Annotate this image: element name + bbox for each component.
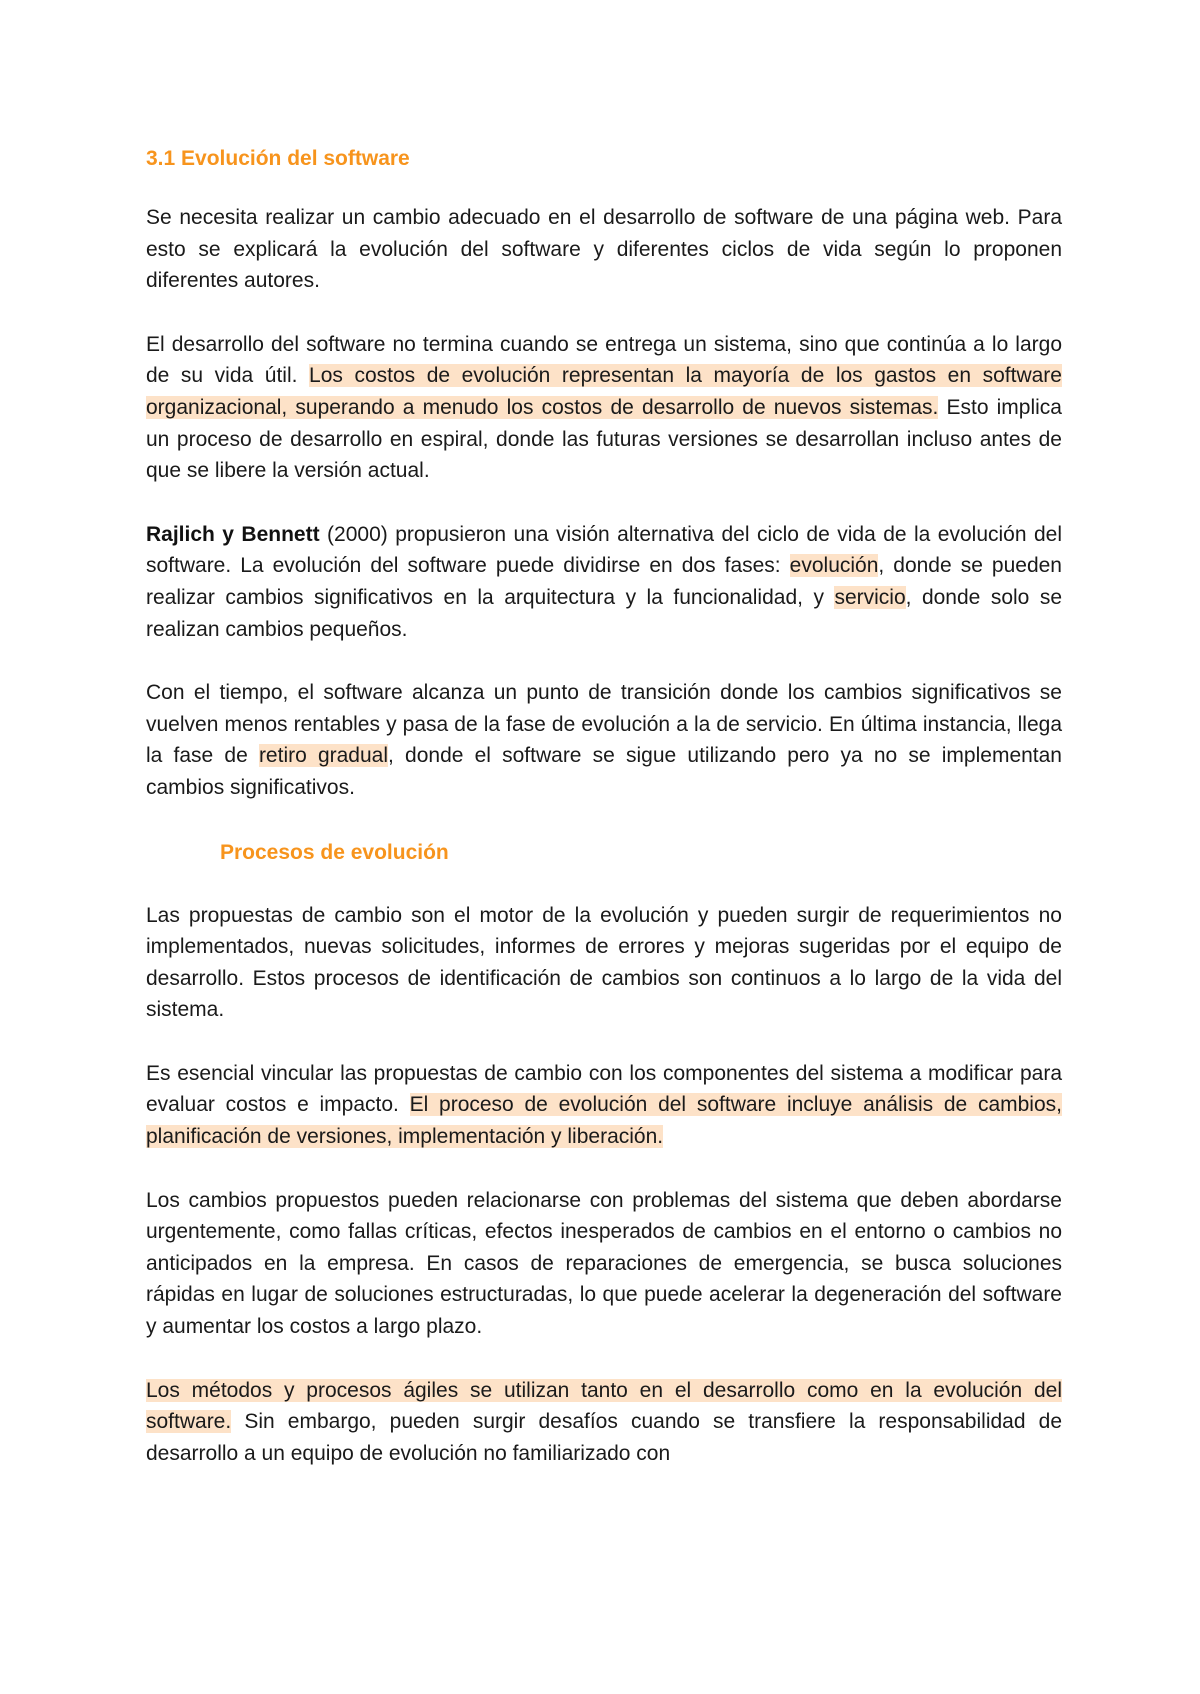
paragraph-text: Las propuestas de cambio son el motor de la evolución y pueden surgir de requerimientos no implementados, nuevas solicitudes, informes de errores y mejoras sugeridas por el equipo de desarrollo. Estos procesos de identificación de cambios son continuos a lo largo de la vida del sistema.: [146, 903, 1062, 1022]
paragraph-text: Es esencial vincular las propuestas de cambio con los componentes del sistema a modificar para evaluar costos e impacto.: [146, 1061, 1062, 1117]
paragraph-agile-methods: [146, 1375, 1062, 1470]
highlighted-text: Los métodos y procesos ágiles se utilizan tanto en el desarrollo como en la evolución del software.: [146, 1378, 1062, 1434]
highlighted-term-servicio: servicio: [834, 585, 906, 609]
highlighted-term-evolucion: evolución: [789, 554, 879, 578]
paragraph-change-proposals: [146, 900, 1062, 1026]
paragraph-intro: [146, 202, 1062, 297]
paragraph-text: El desarrollo del software no termina cuando se entrega un sistema, sino que continúa a lo largo de su vida útil.: [146, 332, 1062, 388]
author-names: Rajlich y Bennett: [146, 522, 320, 546]
paragraph-evolution-process: [146, 1058, 1062, 1153]
paragraph-urgent-changes: [146, 1185, 1062, 1343]
highlighted-text: Los costos de evolución representan la mayoría de los gastos en software organizacional, superando a menudo los costos de desarrollo de nuevos sistemas.: [146, 364, 1062, 419]
paragraph-text: , donde el software se sigue utilizando pero ya no se implementan cambios significativos.: [146, 744, 1062, 799]
paragraph-text: Se necesita realizar un cambio adecuado en el desarrollo de software de una página web. Para esto se explicará la evolución del software y diferentes ciclos de vida según lo proponen diferentes autores.: [146, 206, 1062, 293]
paragraph-text: , donde solo se realizan cambios pequeños.: [146, 585, 1062, 641]
highlighted-text: El proceso de evolución del software incluye análisis de cambios, planificación de versiones, implementación y liberación.: [146, 1093, 1062, 1149]
section-title: 3.1 Evolución del software: [146, 147, 410, 170]
subsection-title: Procesos de evolución: [220, 840, 449, 864]
paragraph-text: Los cambios propuestos pueden relacionarse con problemas del sistema que deben abordarse urgentemente, como fallas críticas, efectos inesperados de cambios en el entorno o cambios no anticipados en la empresa. En casos de reparaciones de emergencia, se busca soluciones rápidas en lugar de soluciones estructuradas, lo que puede acelerar la degeneración del software y aumentar los costos a largo plazo.: [146, 1188, 1062, 1339]
paragraph-text: , donde se pueden realizar cambios significativos en la arquitectura y la funcionalidad, y: [146, 554, 1062, 609]
paragraph-text: Sin embargo, pueden surgir desafíos cuando se transfiere la responsabilidad de desarrollo a un equipo de evolución no familiarizado con: [146, 1410, 1062, 1465]
paragraph-development: [146, 329, 1062, 487]
paragraph-text: Con el tiempo, el software alcanza un punto de transición donde los cambios significativos se vuelven menos rentables y pasa de la fase de evolución a la de servicio. En última instancia, llega la fase de: [146, 681, 1062, 768]
paragraph-rajlich-bennett: [146, 519, 1062, 645]
highlighted-term-retiro: retiro gradual: [258, 744, 389, 768]
paragraph-text: Esto implica un proceso de desarrollo en espiral, donde las futuras versiones se desarrollan incluso antes de que se libere la versión actual.: [146, 395, 1062, 483]
paragraph-text: (2000) propusieron una visión alternativa del ciclo de vida de la evolución del software. La evolución del software puede dividirse en dos fases:: [146, 522, 1062, 578]
paragraph-transition: [146, 677, 1062, 803]
